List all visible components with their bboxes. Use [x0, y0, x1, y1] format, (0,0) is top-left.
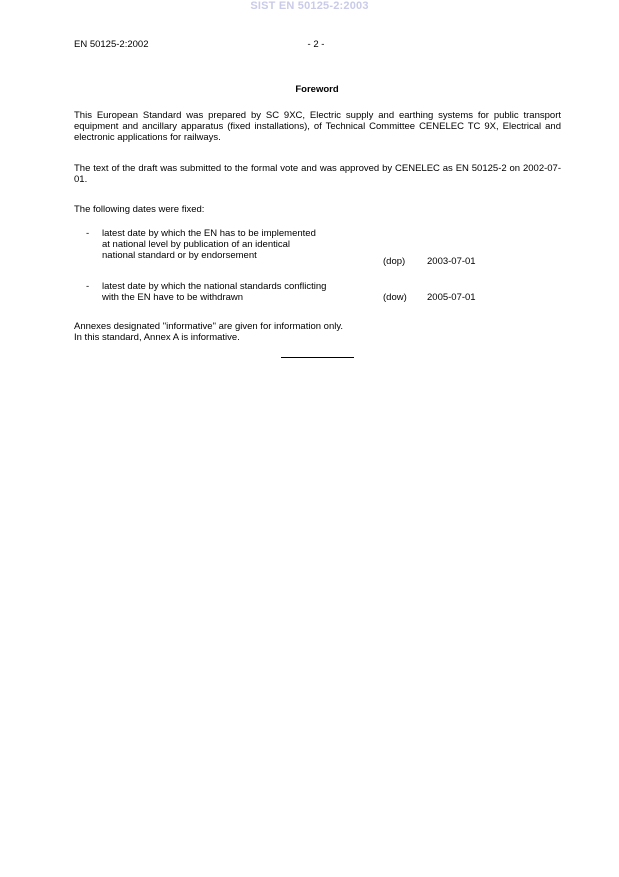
annex-note-line: Annexes designated "informative" are given for information only. [74, 321, 344, 332]
list-item-text [102, 228, 392, 262]
date-code: (dop) [383, 256, 406, 267]
paragraph-dates-intro: The following dates were fixed: [74, 204, 205, 215]
paragraph-approval: The text of the draft was submitted to the formal vote and was approved by CENELEC as EN 50125-2 on 2002-07-01. [74, 163, 561, 186]
date-code: (dow) [383, 292, 407, 303]
list-item-line: national standard or by endorsement [102, 250, 257, 262]
watermark: SIST EN 50125-2:2003 [250, 0, 369, 12]
list-item-line: latest date by which the national standards conflicting [102, 281, 327, 292]
annex-note [74, 321, 343, 343]
list-item-line: with the EN have to be withdrawn [102, 292, 243, 304]
paragraph-preparation: This European Standard was prepared by SC 9XC, Electric supply and earthing systems for public transport equipment and ancillary apparatus (fixed installations), of Technical Committee CENELEC TC 9X, Electrical and electronic applications for railways. [74, 110, 561, 144]
list-item-line: latest date by which the EN has to be implemented [102, 228, 316, 239]
page-number: - 2 - [307, 39, 325, 50]
list-item-text [102, 281, 392, 303]
section-heading: Foreword [295, 84, 339, 95]
end-rule [281, 357, 354, 358]
list-item-line: at national level by publication of an identical [102, 239, 291, 251]
date-value: 2003-07-01 [427, 256, 476, 267]
document-id: EN 50125-2:2002 [74, 39, 149, 50]
list-bullet: - [86, 281, 90, 292]
annex-note-line: In this standard, Annex A is informative. [74, 332, 240, 344]
date-value: 2005-07-01 [427, 292, 476, 303]
list-bullet: - [86, 228, 90, 239]
